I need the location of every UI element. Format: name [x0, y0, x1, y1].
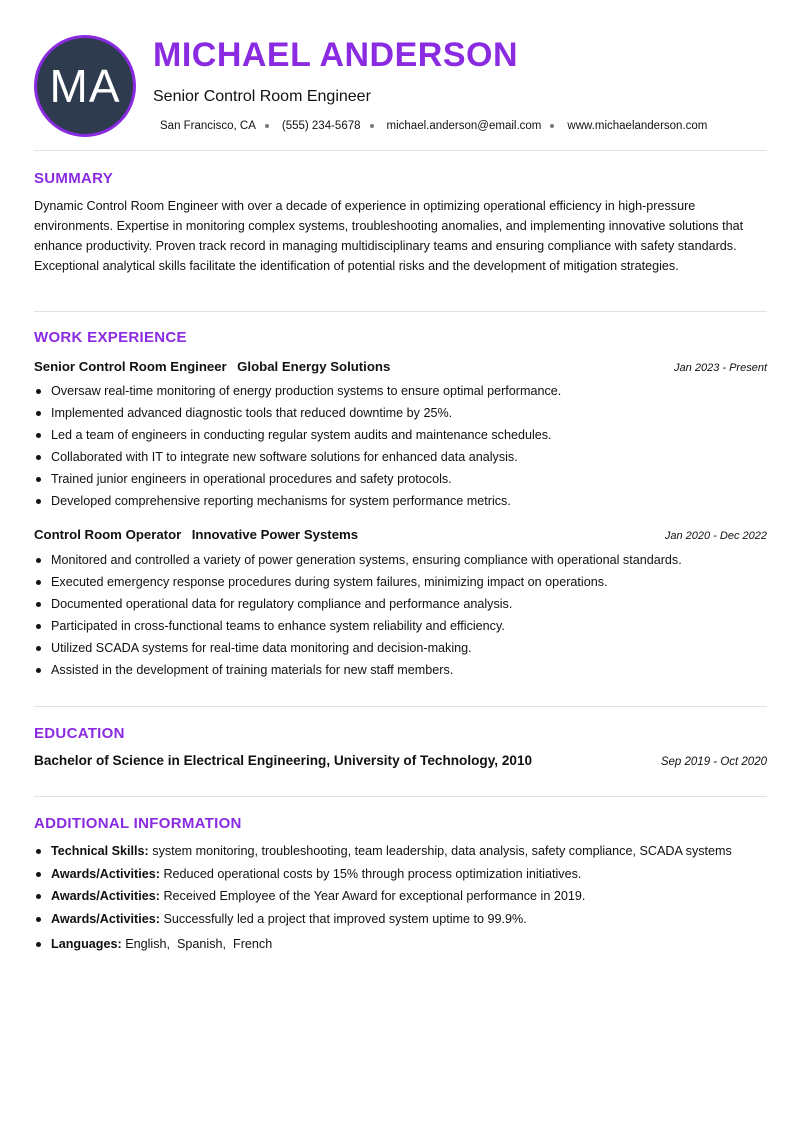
avatar — [34, 35, 136, 137]
info-text: system monitoring, troubleshooting, team leadership, data analysis, safety compliance, SCADA systems — [152, 844, 732, 858]
summary-heading: SUMMARY — [34, 170, 114, 187]
job-company: Global Energy Solutions — [237, 359, 391, 374]
info-text: English, Spanish, French — [125, 937, 273, 951]
education-degree: Bachelor of Science in Electrical Engineering, University of Technology, 2010 — [34, 753, 533, 768]
info-label: Awards/Activities: — [51, 889, 160, 903]
separator-dot-icon — [370, 124, 374, 128]
info-label: Technical Skills: — [51, 844, 149, 858]
job-role: Senior Control Room Engineer — [34, 359, 227, 374]
info-label: Languages: — [51, 937, 122, 951]
list-item — [34, 908, 794, 931]
info-text: Reduced operational costs by 15% through process optimization initiatives. — [163, 866, 582, 881]
list-item: Implemented advanced diagnostic tools that reduced downtime by 25%. — [34, 402, 774, 424]
list-item: Executed emergency response procedures during system failures, minimizing impact on operations. — [34, 571, 774, 593]
education-dates: Sep 2019 - Oct 2020 — [660, 756, 767, 768]
job-dates: Jan 2023 - Present — [674, 362, 767, 374]
list-item — [34, 863, 794, 886]
contact-website: www.michaelanderson.com — [567, 120, 708, 132]
info-text: Received Employee of the Year Award for exceptional performance in 2019. — [163, 889, 586, 903]
job-header — [34, 526, 767, 544]
candidate-name: MICHAEL ANDERSON — [153, 36, 519, 74]
list-item: Collaborated with IT to integrate new software solutions for enhanced data analysis. — [34, 446, 774, 468]
job-role: Control Room Operator — [34, 527, 182, 542]
divider — [34, 706, 767, 707]
list-item: Oversaw real-time monitoring of energy production systems to ensure optimal performance. — [34, 380, 774, 402]
job-bullets — [34, 549, 774, 681]
list-item — [34, 885, 794, 908]
list-item: Developed comprehensive reporting mechanisms for system performance metrics. — [34, 490, 774, 512]
contact-phone: (555) 234-5678 — [281, 120, 361, 132]
list-item: Participated in cross-functional teams to enhance system reliability and efficiency. — [34, 615, 774, 637]
summary-text: Dynamic Control Room Engineer with over a decade of experience in optimizing operational efficiency in high-pressure environments. Expertise in monitoring complex systems, troubleshooting anomalies, and implementing innovative solutions that enhance productivity. Proven track record in managing multidisciplinary teams and ensuring compliance with safety standards. Exceptional analytical skills facilitate the identification of potential risks and the development of mitigation strategies. — [34, 199, 744, 273]
contact-location: San Francisco, CA — [160, 120, 256, 132]
avatar-initials: MA — [49, 60, 121, 112]
candidate-title: Senior Control Room Engineer — [153, 88, 371, 105]
job-bullets — [34, 380, 774, 512]
separator-dot-icon — [265, 124, 269, 128]
job-header — [34, 358, 767, 376]
job-dates: Jan 2020 - Dec 2022 — [664, 530, 767, 542]
contact-info — [160, 120, 707, 132]
education-entry — [34, 753, 767, 768]
list-item: Documented operational data for regulatory compliance and performance analysis. — [34, 593, 774, 615]
additional-list — [34, 840, 794, 956]
education-heading: EDUCATION — [34, 725, 125, 742]
info-label: Awards/Activities: — [51, 866, 160, 881]
separator-dot-icon — [550, 124, 554, 128]
list-item — [34, 840, 794, 863]
job-company: Innovative Power Systems — [191, 527, 359, 542]
additional-heading: ADDITIONAL INFORMATION — [34, 815, 242, 832]
list-item: Led a team of engineers in conducting regular system audits and maintenance schedules. — [34, 424, 774, 446]
divider — [34, 796, 767, 797]
list-item — [34, 933, 794, 956]
contact-email: michael.anderson@email.com — [386, 120, 542, 132]
list-item: Monitored and controlled a variety of power generation systems, ensuring compliance with operational standards. — [34, 549, 774, 571]
divider — [34, 150, 767, 151]
list-item: Assisted in the development of training materials for new staff members. — [34, 659, 774, 681]
info-text: Successfully led a project that improved system uptime to 99.9%. — [163, 911, 527, 926]
list-item: Utilized SCADA systems for real-time data monitoring and decision-making. — [34, 637, 774, 659]
list-item: Trained junior engineers in operational procedures and safety protocols. — [34, 468, 774, 490]
experience-heading: WORK EXPERIENCE — [34, 329, 187, 346]
info-label: Awards/Activities: — [51, 911, 160, 926]
divider — [34, 311, 767, 312]
